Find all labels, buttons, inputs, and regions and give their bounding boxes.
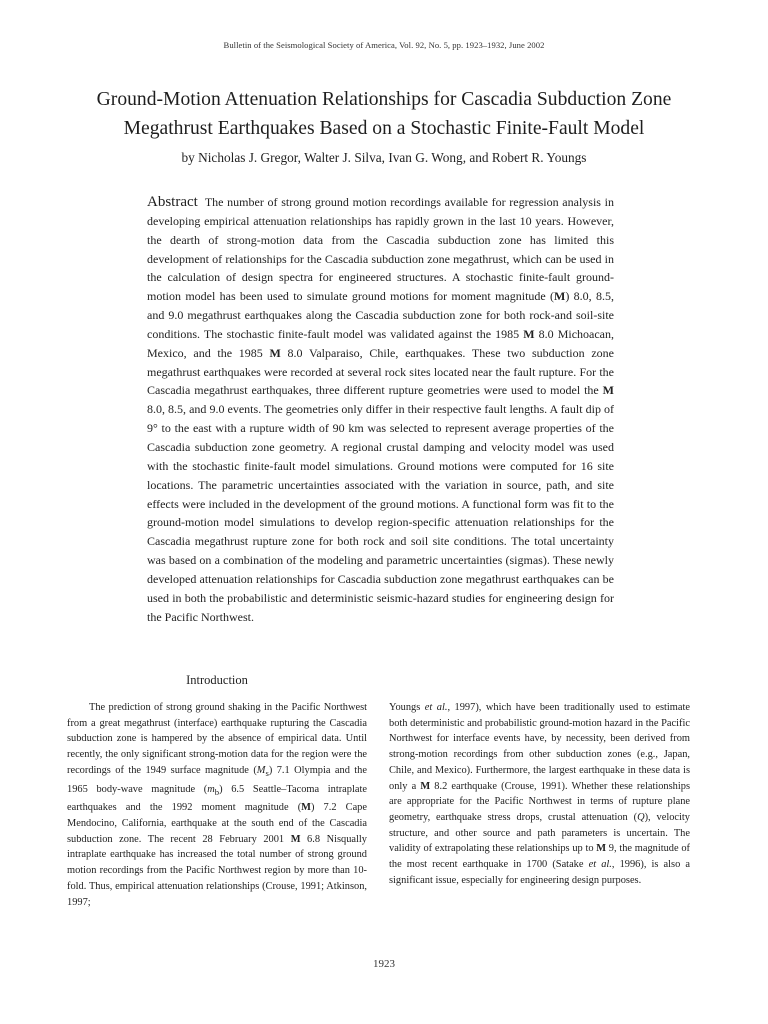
page-number: 1923 <box>373 958 395 970</box>
paper-title-line-2: Megathrust Earthquakes Based on a Stochastic Finite-Fault Model <box>123 117 645 139</box>
abstract-section <box>147 193 614 626</box>
introduction-paragraph-right: Youngs et al., 1997), which have been traditionally used to estimate both deterministic and probabilistic ground-motion hazard in the Pacific Northwest for interface events have, by necessity, been derived from strong-motion recordings from other subduction zones (e.g., Japan, Chile, and Mexico). Furthermore, the largest earthquake in these data is only a M 8.2 earthquake (Crouse, 1991). Whether these relationships are appropriate for the Pacific Northwest in terms of rupture plane geometry, earthquake stress drops, crustal attenuation (Q), velocity structure, and other source and path parameters is uncertain. The validity of extrapolating these relationships up to M 9, the magnitude of the most recent earthquake in 1700 (Satake et al., 1996), is also a significant issue, especially for engineering design purposes. <box>389 702 691 886</box>
abstract-text: The number of strong ground motion recordings available for regression analysis in developing empirical attenuation relationships has rapidly grown in the last 10 years. However, the dearth of strong-motion data from the Cascadia subduction zone has limited this development of relationships for the Cascadia subduction zone megathrust, which can be used in the calculation of design spectra for engineered structures. A stochastic finite-fault ground-motion model has been used to simulate ground motions for moment magnitude (M) 8.0, 8.5, and 9.0 megathrust earthquakes along the Cascadia subduction zone for both rock-and soil-site conditions. The stochastic finite-fault model was validated against the 1985 M 8.0 Michoacan, Mexico, and the 1985 M 8.0 Valparaiso, Chile, earthquakes. These two subduction zone megathrust earthquakes were recorded at several rock sites located near the fault rupture. For the Cascadia megathrust earthquakes, three different rupture geometries were used to model the M 8.0, 8.5, and 9.0 events. The geometries only differ in their respective fault lengths. A fault dip of 9° to the east with a rupture width of 90 km was selected to represent average properties of the Cascadia subduction zone geometry. A regional crustal damping and velocity model was used with the stochastic finite-fault model simulations. Ground motions were computed for 16 site locations. The parametric uncertainties associated with the variation in source, path, and site effects were included in the development of the ground motions. A functional form was fit to the ground-motion model simulations to develop region-specific attenuation relationships for the Cascadia megathrust rupture zone for both rock and soil site conditions. The total uncertainty was based on a combination of the modeling and parametric uncertainties (sigmas). These newly developed attenuation relationships for Cascadia subduction zone megathrust earthquakes can be used in both the probabilistic and deterministic seismic-hazard studies for engineering design for the Pacific Northwest. <box>147 195 615 624</box>
abstract-label: Abstract <box>147 194 198 210</box>
body-column-right <box>389 700 690 888</box>
journal-citation: Bulletin of the Seismological Society of America, Vol. 92, No. 5, pp. 1923–1932, June 2002 <box>223 40 545 50</box>
introduction-heading: Introduction <box>186 673 248 687</box>
introduction-paragraph-left: The prediction of strong ground shaking in the Pacific Northwest from a great megathrust (interface) earthquake rupturing the Cascadia subduction zone is hampered by the absence of empirical data. Until recently, the only significant strong-motion data for the region were the recordings of the 1949 surface magnitude $(M_s)$ 7.1 Olympia and the 1965 body-wave magnitude $(m_b)$ 6.5 Seattle–Tacoma intraplate earthquakes and the 1992 moment magnitude (M) 7.2 Cape Mendocino, California, earthquake at the south end of the Cascadia subduction zone. The recent 28 February 2001 M 6.8 Nisqually intraplate earthquake has increased the total number of strong ground motion recordings from the Pacific Northwest region by more than 10-fold. Thus, empirical attenuation relationships (Crouse, 1991; Atkinson, 1997; <box>67 702 367 908</box>
paper-title <box>40 86 728 143</box>
body-column-left <box>67 700 367 910</box>
abstract-paragraph <box>147 193 614 626</box>
author-list: by Nicholas J. Gregor, Walter J. Silva, Ivan G. Wong, and Robert R. Youngs <box>181 150 587 165</box>
paper-title-line-1: Ground-Motion Attenuation Relationships for Cascadia Subduction Zone <box>96 89 672 110</box>
